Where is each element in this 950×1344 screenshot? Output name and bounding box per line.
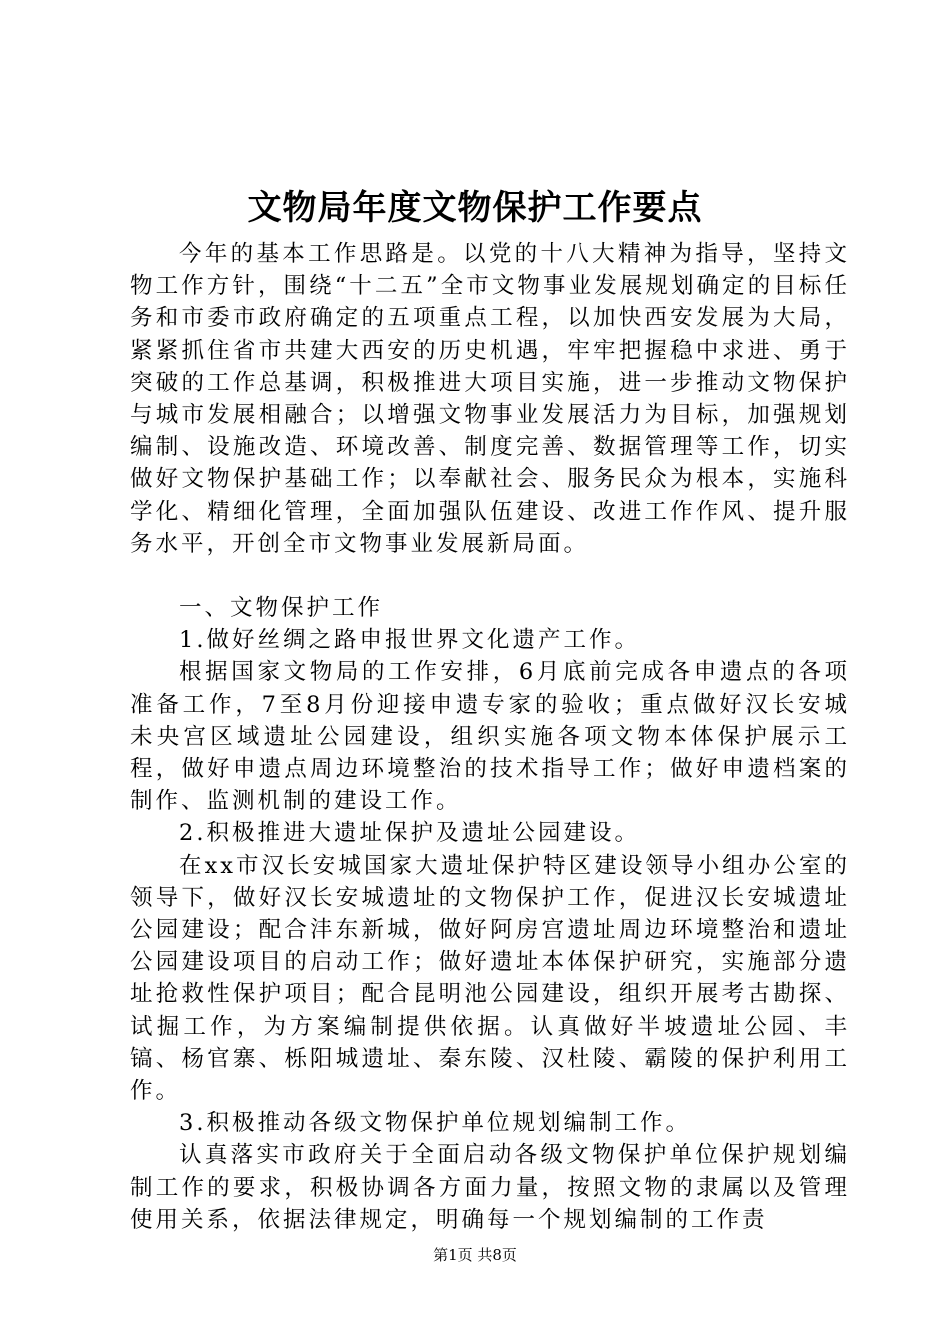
page-number-footer: 第1页 共8页: [433, 1246, 517, 1264]
paragraph-spacer: [130, 560, 850, 592]
item-paragraph-1: 根据国家文物局的工作安排，6月底前完成各申遗点的各项准备工作，7至8月份迎接申遗专家的验收；重点做好汉长安城未央宫区域遗址公园建设，组织实施各项文物本体保护展示工程，做好申遗点周边环境整治的技术指导工作；做好申遗档案的制作、监测机制的建设工作。: [130, 659, 850, 815]
section-heading: 一、文物保护工作: [179, 595, 384, 622]
item-paragraph-3: 认真落实市政府关于全面启动各级文物保护单位保护规划编制工作的要求，积极协调各方面力量，按照文物的隶属以及管理使用关系，依据法律规定，明确每一个规划编制的工作责: [130, 1142, 850, 1233]
item-heading-1: 1.做好丝绸之路申报世界文化遗产工作。: [179, 627, 640, 654]
document-body: [130, 238, 850, 1236]
document-title: 文物局年度文物保护工作要点: [247, 188, 703, 228]
item-heading-3: 3.积极推动各级文物保护单位规划编制工作。: [179, 1110, 691, 1137]
intro-paragraph: 今年的基本工作思路是。以党的十八大精神为指导，坚持文物工作方针，围绕“十二五”全市文物事业发展规划确定的目标任务和市委市政府确定的五项重点工程，以加快西安发展为大局，紧紧抓住省市共建大西安的历史机遇，牢牢把握稳中求进、勇于突破的工作总基调，积极推进大项目实施，进一步推动文物保护与城市发展相融合；以增强文物事业发展活力为目标，加强规划编制、设施改造、环境改善、制度完善、数据管理等工作，切实做好文物保护基础工作；以奉献社会、服务民众为根本，实施科学化、精细化管理，全面加强队伍建设、改进工作作风、提升服务水平，开创全市文物事业发展新局面。: [130, 241, 850, 557]
item-heading-2: 2.积极推进大遗址保护及遗址公园建设。: [179, 820, 640, 847]
item-paragraph-2: 在xx市汉长安城国家大遗址保护特区建设领导小组办公室的领导下，做好汉长安城遗址的文物保护工作，促进汉长安城遗址公园建设；配合沣东新城，做好阿房宫遗址周边环境整治和遗址公园建设项目的启动工作；做好遗址本体保护研究，实施部分遗址抢救性保护项目；配合昆明池公园建设，组织开展考古勘探、试掘工作，为方案编制提供依据。认真做好半坡遗址公园、丰镐、杨官寨、栎阳城遗址、秦东陵、汉杜陵、霸陵的保护利用工作。: [130, 852, 850, 1105]
